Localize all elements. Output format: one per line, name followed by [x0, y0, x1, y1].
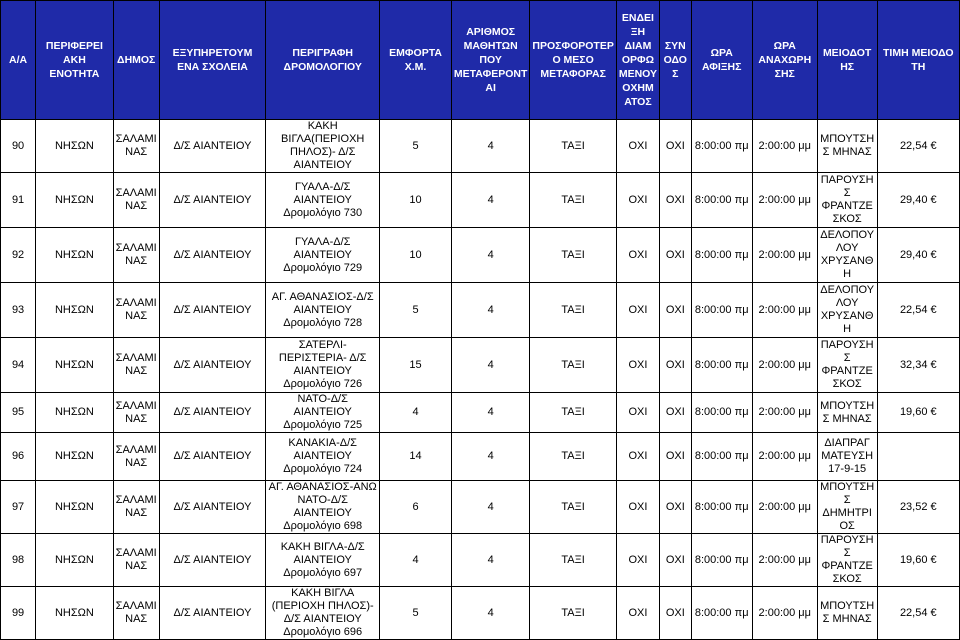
cell-students: 4: [451, 338, 529, 393]
table-row: [1, 120, 960, 173]
cell-bidder: ΜΠΟΥΤΣΗ Σ ΔΗΜΗΤΡΙ ΟΣ: [817, 481, 877, 534]
cell-vehicle: ΤΑΞΙ: [530, 534, 616, 587]
cell-arrival: 8:00:00 πμ: [691, 283, 752, 338]
cell-vehicle: ΤΑΞΙ: [530, 283, 616, 338]
cell-route: ΓΥΑΛΑ-Δ/Σ ΑΙΑΝΤΕΙΟΥ Δρομολόγιο 729: [266, 228, 380, 283]
cell-departure: 2:00:00 μμ: [752, 433, 817, 481]
cell-escort: ΟΧΙ: [660, 338, 691, 393]
cell-aa: 93: [1, 283, 36, 338]
cell-bidder: ΠΑΡΟΥΣΗ Σ ΦΡΑΝΤΖΕ ΣΚΟΣ: [817, 173, 877, 228]
cell-departure: 2:00:00 μμ: [752, 534, 817, 587]
table-row: [1, 481, 960, 534]
cell-students: 4: [451, 173, 529, 228]
cell-aa: 95: [1, 393, 36, 433]
cell-price: 22,54 €: [877, 587, 959, 640]
cell-students: 4: [451, 228, 529, 283]
header-cell: ΠΕΡΙΓΡΑΦΗ ΔΡΟΜΟΛΟΓΙΟΥ: [266, 1, 380, 120]
cell-departure: 2:00:00 μμ: [752, 481, 817, 534]
header-cell: ΔΗΜΟΣ: [113, 1, 159, 120]
cell-municipality: ΣΑΛΑΜΙ ΝΑΣ: [113, 283, 159, 338]
table-row: [1, 534, 960, 587]
cell-arrival: 8:00:00 πμ: [691, 393, 752, 433]
cell-school: Δ/Σ ΑΙΑΝΤΕΙΟΥ: [159, 228, 266, 283]
header-row: [1, 1, 960, 120]
cell-vehicle: ΤΑΞΙ: [530, 120, 616, 173]
cell-region: ΝΗΣΩΝ: [36, 393, 114, 433]
cell-students: 4: [451, 481, 529, 534]
cell-aa: 97: [1, 481, 36, 534]
cell-route: ΚΑΚΗ ΒΙΓΛΑ(ΠΕΡΙΟΧΗ ΠΗΛΟΣ)- Δ/Σ ΑΙΑΝΤΕΙΟΥ: [266, 120, 380, 173]
cell-aa: 91: [1, 173, 36, 228]
cell-ind: ΟΧΙ: [616, 481, 659, 534]
header-cell: ΠΕΡΙΦΕΡΕΙ ΑΚΗ ΕΝΟΤΗΤΑ: [36, 1, 114, 120]
cell-school: Δ/Σ ΑΙΑΝΤΕΙΟΥ: [159, 338, 266, 393]
cell-km: 5: [380, 587, 452, 640]
header-cell: ΕΞΥΠΗΡΕΤΟΥΜ ΕΝΑ ΣΧΟΛΕΙΑ: [159, 1, 266, 120]
cell-region: ΝΗΣΩΝ: [36, 120, 114, 173]
cell-km: 4: [380, 393, 452, 433]
cell-route: ΚΑΝΑΚΙΑ-Δ/Σ ΑΙΑΝΤΕΙΟΥ Δρομολόγιο 724: [266, 433, 380, 481]
cell-price: 29,40 €: [877, 173, 959, 228]
table-row: [1, 173, 960, 228]
cell-vehicle: ΤΑΞΙ: [530, 481, 616, 534]
cell-bidder: ΔΕΛΟΠΟΥ ΛΟΥ ΧΡΥΣΑΝΘ Η: [817, 228, 877, 283]
header-cell: ΠΡΟΣΦΟΡΟΤΕΡ Ο ΜΕΣΟ ΜΕΤΑΦΟΡΑΣ: [530, 1, 616, 120]
cell-price: 22,54 €: [877, 120, 959, 173]
cell-region: ΝΗΣΩΝ: [36, 283, 114, 338]
cell-escort: ΟΧΙ: [660, 283, 691, 338]
cell-bidder: ΜΠΟΥΤΣΗ Σ ΜΗΝΑΣ: [817, 587, 877, 640]
header-cell: ΩΡΑ ΑΦΙΞΗΣ: [691, 1, 752, 120]
cell-ind: ΟΧΙ: [616, 534, 659, 587]
cell-route: ΚΑΚΗ ΒΙΓΛΑ (ΠΕΡΙΟΧΗ ΠΗΛΟΣ)- Δ/Σ ΑΙΑΝΤΕΙΟΥ Δρομολόγιο 696: [266, 587, 380, 640]
cell-region: ΝΗΣΩΝ: [36, 587, 114, 640]
cell-route: ΑΓ. ΑΘΑΝΑΣΙΟΣ-ΑΝΩ ΝΑΤΟ-Δ/Σ ΑΙΑΝΤΕΙΟΥ Δρομολόγιο 698: [266, 481, 380, 534]
cell-price: [877, 433, 959, 481]
cell-price: 23,52 €: [877, 481, 959, 534]
cell-arrival: 8:00:00 πμ: [691, 228, 752, 283]
cell-departure: 2:00:00 μμ: [752, 587, 817, 640]
cell-students: 4: [451, 433, 529, 481]
cell-ind: ΟΧΙ: [616, 283, 659, 338]
cell-school: Δ/Σ ΑΙΑΝΤΕΙΟΥ: [159, 587, 266, 640]
cell-ind: ΟΧΙ: [616, 393, 659, 433]
cell-vehicle: ΤΑΞΙ: [530, 393, 616, 433]
cell-school: Δ/Σ ΑΙΑΝΤΕΙΟΥ: [159, 393, 266, 433]
header-cell: Α/Α: [1, 1, 36, 120]
cell-aa: 92: [1, 228, 36, 283]
cell-municipality: ΣΑΛΑΜΙ ΝΑΣ: [113, 534, 159, 587]
cell-aa: 90: [1, 120, 36, 173]
cell-escort: ΟΧΙ: [660, 534, 691, 587]
cell-escort: ΟΧΙ: [660, 393, 691, 433]
cell-departure: 2:00:00 μμ: [752, 393, 817, 433]
cell-vehicle: ΤΑΞΙ: [530, 587, 616, 640]
cell-km: 15: [380, 338, 452, 393]
cell-escort: ΟΧΙ: [660, 228, 691, 283]
cell-km: 6: [380, 481, 452, 534]
table-row: [1, 228, 960, 283]
cell-ind: ΟΧΙ: [616, 228, 659, 283]
cell-region: ΝΗΣΩΝ: [36, 481, 114, 534]
cell-aa: 96: [1, 433, 36, 481]
cell-municipality: ΣΑΛΑΜΙ ΝΑΣ: [113, 228, 159, 283]
cell-escort: ΟΧΙ: [660, 433, 691, 481]
table-row: [1, 338, 960, 393]
cell-price: 19,60 €: [877, 393, 959, 433]
cell-arrival: 8:00:00 πμ: [691, 120, 752, 173]
cell-municipality: ΣΑΛΑΜΙ ΝΑΣ: [113, 120, 159, 173]
cell-arrival: 8:00:00 πμ: [691, 481, 752, 534]
cell-region: ΝΗΣΩΝ: [36, 338, 114, 393]
cell-arrival: 8:00:00 πμ: [691, 534, 752, 587]
cell-bidder: ΜΠΟΥΤΣΗ Σ ΜΗΝΑΣ: [817, 393, 877, 433]
cell-route: ΚΑΚΗ ΒΙΓΛΑ-Δ/Σ ΑΙΑΝΤΕΙΟΥ Δρομολόγιο 697: [266, 534, 380, 587]
cell-school: Δ/Σ ΑΙΑΝΤΕΙΟΥ: [159, 433, 266, 481]
cell-school: Δ/Σ ΑΙΑΝΤΕΙΟΥ: [159, 481, 266, 534]
cell-escort: ΟΧΙ: [660, 120, 691, 173]
cell-students: 4: [451, 120, 529, 173]
cell-escort: ΟΧΙ: [660, 481, 691, 534]
cell-bidder: ΠΑΡΟΥΣΗ Σ ΦΡΑΝΤΖΕ ΣΚΟΣ: [817, 338, 877, 393]
cell-region: ΝΗΣΩΝ: [36, 534, 114, 587]
table-row: [1, 393, 960, 433]
cell-region: ΝΗΣΩΝ: [36, 433, 114, 481]
cell-municipality: ΣΑΛΑΜΙ ΝΑΣ: [113, 173, 159, 228]
cell-school: Δ/Σ ΑΙΑΝΤΕΙΟΥ: [159, 120, 266, 173]
cell-ind: ΟΧΙ: [616, 120, 659, 173]
header-cell: ΩΡΑ ΑΝΑΧΩΡΗ ΣΗΣ: [752, 1, 817, 120]
cell-arrival: 8:00:00 πμ: [691, 587, 752, 640]
cell-students: 4: [451, 283, 529, 338]
cell-aa: 99: [1, 587, 36, 640]
cell-departure: 2:00:00 μμ: [752, 228, 817, 283]
cell-route: ΣΑΤΕΡΛΙ-ΠΕΡΙΣΤΕΡΙΑ- Δ/Σ ΑΙΑΝΤΕΙΟΥ Δρομολόγιο 726: [266, 338, 380, 393]
header-cell: ΑΡΙΘΜΟΣ ΜΑΘΗΤΩΝ ΠΟΥ ΜΕΤΑΦΕΡΟΝΤ ΑΙ: [451, 1, 529, 120]
cell-km: 10: [380, 228, 452, 283]
header-cell: ΕΜΦΟΡΤΑ Χ.Μ.: [380, 1, 452, 120]
cell-route: ΓΥΑΛΑ-Δ/Σ ΑΙΑΝΤΕΙΟΥ Δρομολόγιο 730: [266, 173, 380, 228]
cell-bidder: ΔΕΛΟΠΟΥ ΛΟΥ ΧΡΥΣΑΝΘ Η: [817, 283, 877, 338]
cell-ind: ΟΧΙ: [616, 338, 659, 393]
cell-route: ΑΓ. ΑΘΑΝΑΣΙΟΣ-Δ/Σ ΑΙΑΝΤΕΙΟΥ Δρομολόγιο 728: [266, 283, 380, 338]
cell-km: 5: [380, 283, 452, 338]
cell-departure: 2:00:00 μμ: [752, 338, 817, 393]
cell-ind: ΟΧΙ: [616, 587, 659, 640]
cell-escort: ΟΧΙ: [660, 587, 691, 640]
header-cell: ΕΝΔΕΙ ΞΗ ΔΙΑΜ ΟΡΦΩ ΜΕΝΟΥ ΟΧΗΜ ΑΤΟΣ: [616, 1, 659, 120]
cell-vehicle: ΤΑΞΙ: [530, 173, 616, 228]
cell-ind: ΟΧΙ: [616, 433, 659, 481]
cell-km: 5: [380, 120, 452, 173]
table-row: [1, 433, 960, 481]
cell-aa: 94: [1, 338, 36, 393]
cell-students: 4: [451, 393, 529, 433]
cell-arrival: 8:00:00 πμ: [691, 433, 752, 481]
cell-students: 4: [451, 534, 529, 587]
cell-school: Δ/Σ ΑΙΑΝΤΕΙΟΥ: [159, 173, 266, 228]
cell-municipality: ΣΑΛΑΜΙ ΝΑΣ: [113, 338, 159, 393]
header-cell: ΣΥΝ ΟΔΟ Σ: [660, 1, 691, 120]
cell-escort: ΟΧΙ: [660, 173, 691, 228]
cell-region: ΝΗΣΩΝ: [36, 228, 114, 283]
cell-vehicle: ΤΑΞΙ: [530, 338, 616, 393]
cell-departure: 2:00:00 μμ: [752, 283, 817, 338]
cell-municipality: ΣΑΛΑΜΙ ΝΑΣ: [113, 433, 159, 481]
cell-price: 22,54 €: [877, 283, 959, 338]
cell-students: 4: [451, 587, 529, 640]
cell-price: 32,34 €: [877, 338, 959, 393]
cell-school: Δ/Σ ΑΙΑΝΤΕΙΟΥ: [159, 283, 266, 338]
cell-route: ΝΑΤΟ-Δ/Σ ΑΙΑΝΤΕΙΟΥ Δρομολόγιο 725: [266, 393, 380, 433]
cell-vehicle: ΤΑΞΙ: [530, 433, 616, 481]
cell-school: Δ/Σ ΑΙΑΝΤΕΙΟΥ: [159, 534, 266, 587]
header-cell: ΤΙΜΗ ΜΕΙΟΔΟ ΤΗ: [877, 1, 959, 120]
table-row: [1, 283, 960, 338]
cell-departure: 2:00:00 μμ: [752, 120, 817, 173]
cell-municipality: ΣΑΛΑΜΙ ΝΑΣ: [113, 393, 159, 433]
cell-km: 10: [380, 173, 452, 228]
cell-departure: 2:00:00 μμ: [752, 173, 817, 228]
cell-arrival: 8:00:00 πμ: [691, 338, 752, 393]
cell-bidder: ΠΑΡΟΥΣΗ Σ ΦΡΑΝΤΖΕ ΣΚΟΣ: [817, 534, 877, 587]
cell-price: 29,40 €: [877, 228, 959, 283]
cell-arrival: 8:00:00 πμ: [691, 173, 752, 228]
table-row: [1, 587, 960, 640]
cell-km: 14: [380, 433, 452, 481]
cell-aa: 98: [1, 534, 36, 587]
cell-ind: ΟΧΙ: [616, 173, 659, 228]
cell-municipality: ΣΑΛΑΜΙ ΝΑΣ: [113, 481, 159, 534]
cell-vehicle: ΤΑΞΙ: [530, 228, 616, 283]
cell-bidder: ΔΙΑΠΡΑΓ ΜΑΤΕΥΣΗ 17-9-15: [817, 433, 877, 481]
cell-municipality: ΣΑΛΑΜΙ ΝΑΣ: [113, 587, 159, 640]
cell-region: ΝΗΣΩΝ: [36, 173, 114, 228]
cell-km: 4: [380, 534, 452, 587]
header-cell: ΜΕΙΟΔΟΤ ΗΣ: [817, 1, 877, 120]
cell-bidder: ΜΠΟΥΤΣΗ Σ ΜΗΝΑΣ: [817, 120, 877, 173]
cell-price: 19,60 €: [877, 534, 959, 587]
